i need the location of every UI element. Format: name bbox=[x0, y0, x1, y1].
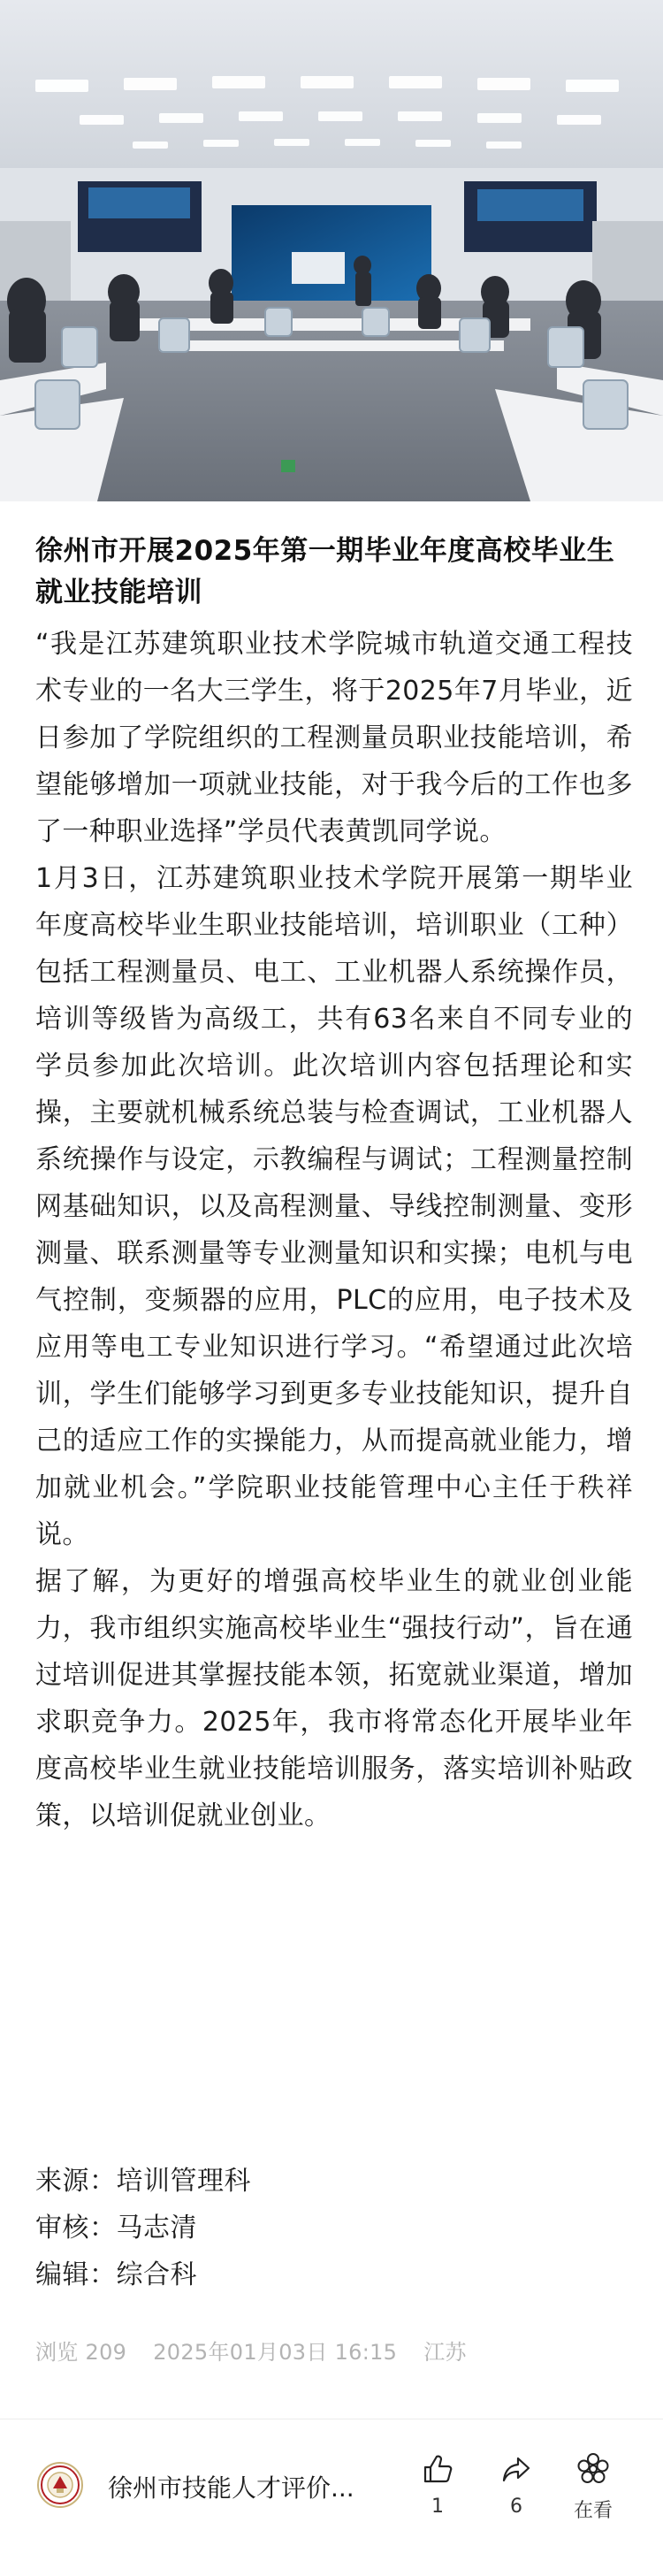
editor-line: 编辑：综合科 bbox=[35, 2259, 197, 2290]
article-paragraph: 1月3日，江苏建筑职业技术学院开展第一期毕业年度高校毕业生职业技能培训，培训职业（工种）包括工程测量员、电工、工业机器人系统操作员，培训等级皆为高级工，共有63名来自不同专业的学员参加此次培训。此次培训内容包括理论和实操，主要就机械系统总装与检查调试，工业机器人系统操作与设定，示教编程与调试；工程测量控制网基础知识，以及高程测量、导线控制测量、变形测量、联系测量等专业测量知识和实操；电机与电气控制，变频器的应用，PLC的应用，电子技术及应用等电工专业知识进行学习。“希望通过此次培训，学生们能够学习到更多专业技能知识，提升自己的适应工作的实操能力，从而提高就业能力，增加就业机会。”学院职业技能管理中心主任于秩祥说。 bbox=[35, 863, 633, 1550]
bottom-action-bar bbox=[0, 2419, 663, 2576]
account-name[interactable]: 徐州市技能人才评价... bbox=[108, 2473, 354, 2503]
view-count: 浏览 209 bbox=[35, 2340, 127, 2365]
article-paragraph: “我是江苏建筑职业技术学院城市轨道交通工程技术专业的一名大三学生，将于2025年7月毕业，近日参加了学院组织的工程测量员职业技能培训，希望能够增加一项就业技能，对于我今后的工作也多了一种职业选择”学员代表黄凯同学说。 bbox=[35, 629, 633, 847]
article-credits bbox=[35, 2158, 251, 2298]
article-title: 徐州市开展2025年第一期毕业年度高校毕业生就业技能培训 bbox=[35, 535, 615, 608]
thumbs-up-icon bbox=[420, 2451, 455, 2487]
share-count: 6 bbox=[510, 2496, 522, 2518]
account-logo-icon[interactable] bbox=[37, 2462, 83, 2508]
article-body bbox=[35, 531, 633, 1839]
like-count: 1 bbox=[431, 2496, 444, 2518]
article-stats bbox=[35, 2335, 486, 2366]
share-arrow-icon bbox=[499, 2451, 534, 2487]
article-paragraph: 据了解，为更好的增强高校毕业生的就业创业能力，我市组织实施高校毕业生“强技行动”，旨在通过培训促进其掌握技能本领，拓宽就业渠道，增加求职竞争力。2025年，我市将常态化开展毕业年度高校毕业生就业技能培训服务，落实培训补贴政策，以培训促就业创业。 bbox=[35, 1566, 633, 1831]
reviewer-line: 审核：马志清 bbox=[35, 2213, 197, 2243]
viewing-button[interactable] bbox=[562, 2451, 624, 2523]
publish-datetime: 2025年01月03日 16:15 bbox=[153, 2340, 398, 2365]
source-line: 来源：培训管理科 bbox=[35, 2166, 251, 2197]
share-button[interactable] bbox=[485, 2451, 547, 2518]
article-cover-photo bbox=[0, 0, 663, 501]
viewing-label: 在看 bbox=[573, 2500, 613, 2522]
flower-icon bbox=[575, 2451, 611, 2487]
classroom-photo bbox=[0, 0, 663, 501]
publish-location: 江苏 bbox=[423, 2340, 467, 2365]
like-button[interactable] bbox=[407, 2451, 469, 2518]
